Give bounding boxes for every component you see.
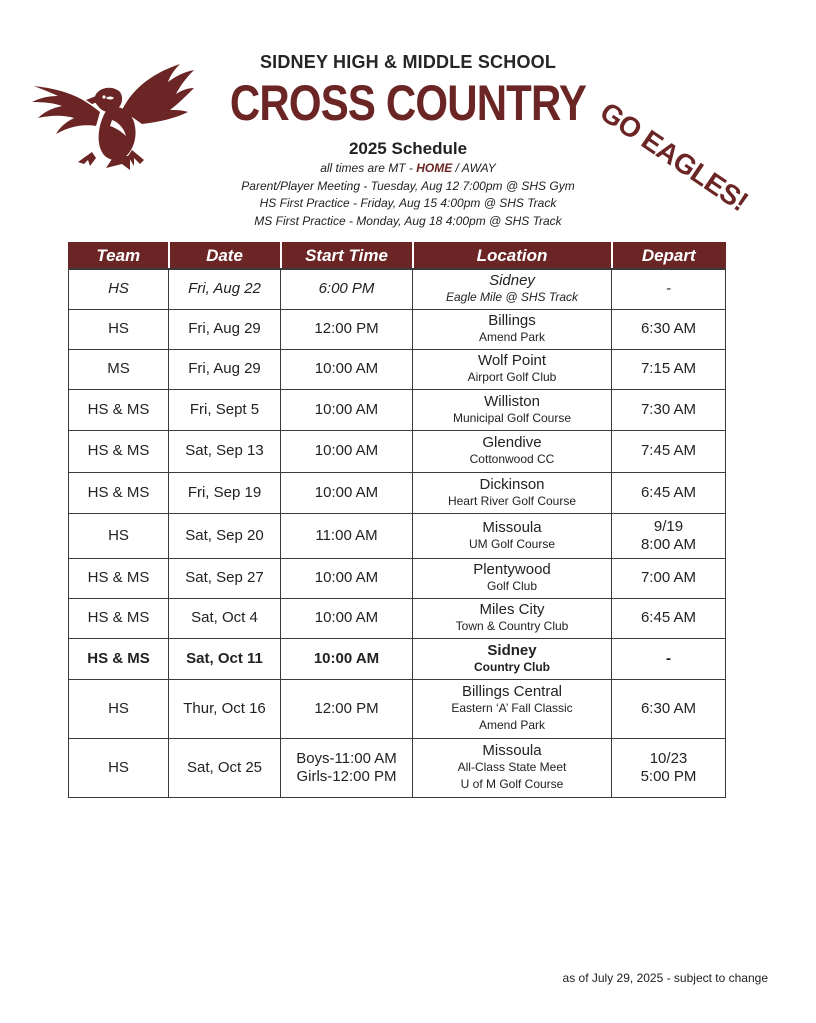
depart-cell [612, 472, 726, 513]
location-detail: Municipal Golf Course [452, 410, 572, 425]
location-detail: Town & Country Club [455, 619, 569, 633]
table-row [69, 309, 726, 349]
start-time-cell [281, 679, 413, 738]
location-cell [413, 598, 612, 638]
depart-cell [612, 309, 726, 349]
date-cell: Sat, Sep 20 [169, 513, 281, 558]
depart-cell [612, 430, 726, 472]
schedule-table-body [69, 269, 726, 797]
team-cell: HS [69, 679, 169, 738]
team-cell: HS & MS [69, 430, 169, 472]
school-name: SIDNEY HIGH & MIDDLE SCHOOL [259, 52, 557, 72]
date-cell: Sat, Oct 11 [169, 638, 281, 679]
depart-cell [612, 389, 726, 430]
start-time-line: Girls-12:00 PM [296, 767, 397, 785]
depart-line: - [666, 280, 671, 298]
schedule-table [68, 242, 726, 798]
date-cell: Sat, Sep 13 [169, 430, 281, 472]
column-header-depart: Depart [612, 243, 726, 270]
table-row [69, 472, 726, 513]
location-city: Miles City [479, 601, 545, 618]
location-city: Missoula [482, 742, 542, 759]
ms-practice-note: MS First Practice - Monday, Aug 18 4:00pm @ SHS Track [254, 214, 562, 228]
location-cell [413, 472, 612, 513]
location-city: Missoula [482, 518, 542, 536]
depart-line: 10/23 [649, 749, 688, 767]
depart-cell [612, 638, 726, 679]
date-cell: Fri, Aug 29 [169, 309, 281, 349]
table-row [69, 389, 726, 430]
location-city: Billings [488, 312, 536, 329]
start-time-line: 10:00 AM [313, 649, 380, 667]
depart-cell [612, 558, 726, 598]
team-cell: HS [69, 513, 169, 558]
table-row [69, 269, 726, 309]
location-detail: Eagle Mile @ SHS Track [446, 290, 578, 305]
column-header-team: Team [69, 243, 169, 270]
start-time-line: Boys-11:00 AM [296, 749, 397, 767]
footer-note: as of July 29, 2025 - subject to change [562, 971, 768, 985]
depart-line: 6:30 AM [640, 699, 697, 717]
location-detail: Airport Golf Club [467, 370, 557, 384]
location-cell [413, 638, 612, 679]
location-detail: Golf Club [486, 579, 538, 593]
location-detail: All-Class State Meet [457, 760, 567, 774]
team-cell: HS & MS [69, 638, 169, 679]
date-cell: Fri, Sep 19 [169, 472, 281, 513]
team-cell: HS & MS [69, 389, 169, 430]
location-detail: Amend Park [478, 718, 546, 732]
location-city: Williston [484, 392, 540, 410]
times-note [0, 161, 816, 175]
depart-line: 6:45 AM [640, 483, 697, 501]
start-time-cell [281, 430, 413, 472]
depart-line: 6:30 AM [640, 320, 697, 337]
start-time-cell [281, 738, 413, 797]
location-cell [413, 558, 612, 598]
start-time-line: 10:00 AM [314, 609, 379, 626]
location-detail: Amend Park [478, 330, 546, 344]
start-time-cell [281, 389, 413, 430]
depart-cell [612, 598, 726, 638]
start-time-line: 10:00 AM [314, 360, 379, 377]
table-row [69, 679, 726, 738]
times-note-prefix: all times are MT - [320, 161, 417, 175]
start-time-cell [281, 513, 413, 558]
team-cell: HS [69, 309, 169, 349]
start-time-line: 10:00 AM [314, 400, 379, 418]
depart-cell [612, 679, 726, 738]
depart-line: 7:45 AM [640, 442, 697, 459]
table-row [69, 430, 726, 472]
table-row [69, 513, 726, 558]
column-header-location: Location [413, 243, 612, 270]
location-detail: Cottonwood CC [469, 452, 555, 466]
depart-cell [612, 738, 726, 797]
times-note-suffix: / AWAY [452, 161, 496, 175]
start-time-cell [281, 309, 413, 349]
start-time-cell [281, 269, 413, 309]
location-city: Glendive [482, 434, 542, 451]
depart-line: 6:45 AM [640, 609, 697, 626]
location-city: Plentywood [473, 561, 551, 578]
start-time-cell [281, 638, 413, 679]
meeting-note: Parent/Player Meeting - Tuesday, Aug 12 7:00pm @ SHS Gym [241, 179, 575, 193]
location-cell [413, 309, 612, 349]
location-city: Wolf Point [477, 352, 547, 369]
date-cell: Sat, Oct 25 [169, 738, 281, 797]
depart-cell [612, 269, 726, 309]
location-cell [413, 679, 612, 738]
start-time-cell [281, 472, 413, 513]
location-detail: Country Club [474, 659, 550, 674]
table-header-row [69, 243, 726, 270]
location-detail: UM Golf Course [468, 536, 556, 551]
location-cell [413, 738, 612, 797]
location-detail: Eastern ‘A’ Fall Classic [451, 701, 573, 715]
team-cell: HS [69, 738, 169, 797]
location-detail: Heart River Golf Course [447, 493, 577, 508]
location-cell [413, 430, 612, 472]
team-cell: HS & MS [69, 598, 169, 638]
location-city: Billings Central [461, 683, 563, 700]
team-cell: HS [69, 269, 169, 309]
date-cell: Thur, Oct 16 [169, 679, 281, 738]
date-cell: Sat, Oct 4 [169, 598, 281, 638]
location-detail: U of M Golf Course [460, 777, 564, 791]
start-time-line: 10:00 AM [314, 442, 379, 459]
home-label: HOME [416, 161, 453, 175]
start-time-line: 10:00 AM [314, 569, 379, 586]
location-city: Sidney [487, 641, 537, 659]
date-cell: Fri, Sept 5 [169, 389, 281, 430]
team-cell: MS [69, 349, 169, 389]
table-row [69, 558, 726, 598]
start-time-line: 11:00 AM [315, 526, 378, 544]
hs-practice-note: HS First Practice - Friday, Aug 15 4:00pm @ SHS Track [259, 196, 557, 210]
start-time-line: 12:00 PM [314, 320, 379, 337]
location-cell [413, 513, 612, 558]
location-cell [413, 349, 612, 389]
table-row [69, 738, 726, 797]
table-row [69, 638, 726, 679]
column-header-date: Date [169, 243, 281, 270]
start-time-cell [281, 558, 413, 598]
depart-line: 7:00 AM [640, 569, 697, 586]
depart-cell [612, 513, 726, 558]
location-cell [413, 389, 612, 430]
start-time-cell [281, 598, 413, 638]
start-time-cell [281, 349, 413, 389]
date-cell: Fri, Aug 22 [169, 269, 281, 309]
team-cell: HS & MS [69, 472, 169, 513]
start-time-line: 12:00 PM [314, 699, 379, 717]
date-cell: Sat, Sep 27 [169, 558, 281, 598]
depart-line: 7:15 AM [640, 360, 697, 377]
column-header-start-time: Start Time [281, 243, 413, 270]
depart-line: 9/19 [653, 517, 684, 535]
start-time-line: 6:00 PM [318, 280, 375, 298]
depart-line: 8:00 AM [640, 535, 697, 553]
team-cell: HS & MS [69, 558, 169, 598]
location-cell [413, 269, 612, 309]
schedule-year-heading: 2025 Schedule [348, 139, 468, 158]
table-row [69, 349, 726, 389]
start-time-line: 10:00 AM [314, 483, 379, 501]
date-cell: Fri, Aug 29 [169, 349, 281, 389]
depart-line: - [666, 649, 671, 667]
page-title: CROSS COUNTRY [229, 75, 587, 131]
depart-line: 7:30 AM [640, 400, 697, 418]
depart-line: 5:00 PM [640, 767, 697, 785]
table-row [69, 598, 726, 638]
location-city: Sidney [489, 272, 535, 290]
go-eagles-slogan: GO EAGLES! [594, 96, 754, 218]
depart-cell [612, 349, 726, 389]
location-city: Dickinson [479, 475, 545, 493]
